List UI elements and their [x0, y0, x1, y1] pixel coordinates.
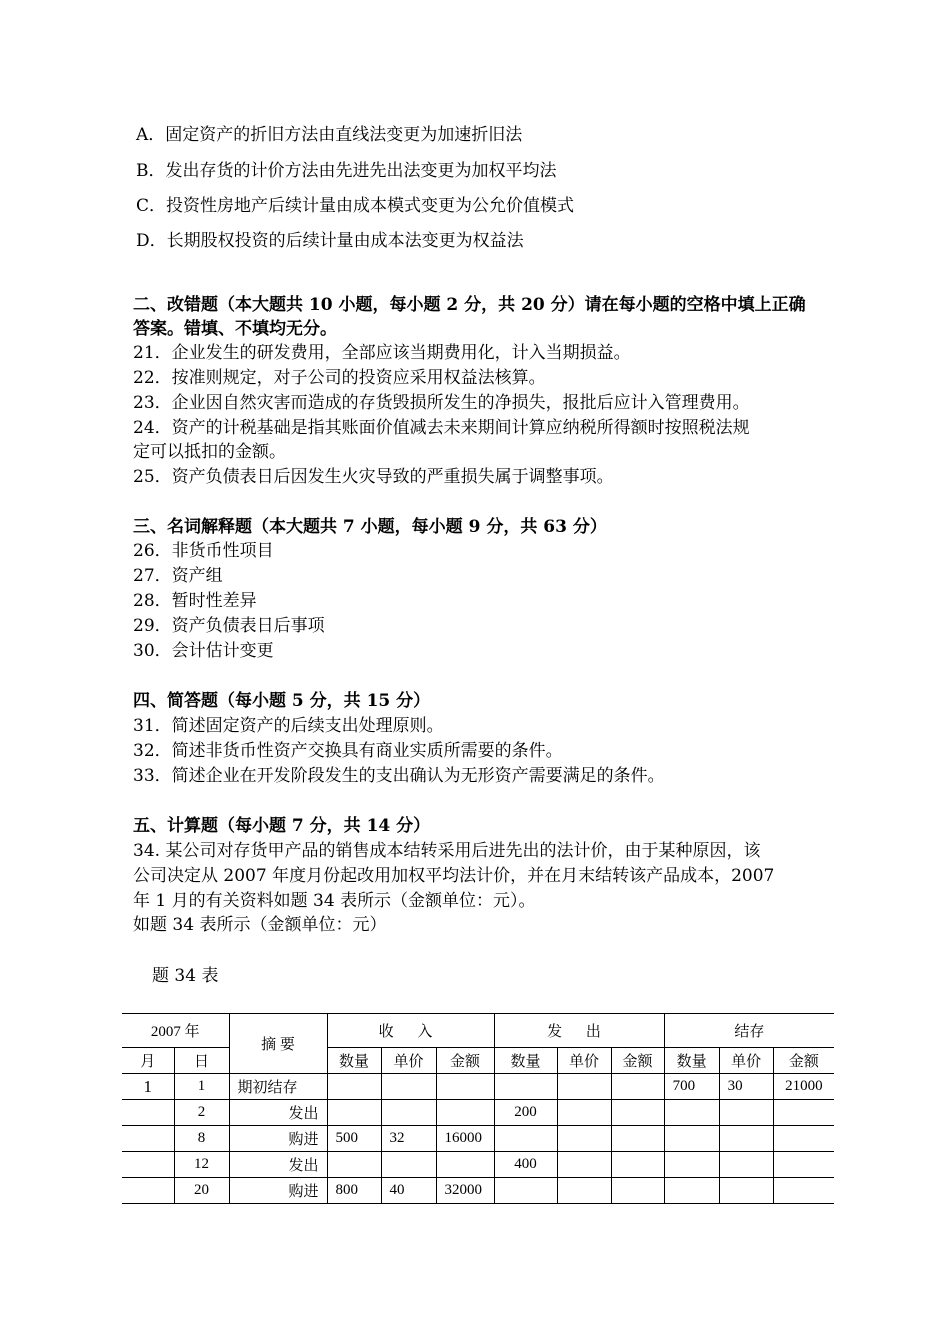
cell-in-amount	[436, 1074, 494, 1100]
cell-in-qty: 500	[327, 1126, 381, 1152]
balance-header: 结存	[664, 1014, 834, 1048]
question-32: 32．简述非货币性资产交换具有商业实质所需要的条件。	[133, 741, 563, 761]
cell-month	[122, 1126, 174, 1152]
cell-out-price	[557, 1100, 611, 1126]
table-header-row	[122, 1014, 834, 1048]
cell-out-qty	[494, 1074, 557, 1100]
question-34-line3: 年 1 月的有关资料如题 34 表所示（金额单位：元）。	[133, 891, 536, 911]
cell-summary: 购进	[229, 1178, 327, 1204]
cell-in-amount	[436, 1152, 494, 1178]
table-caption: 题 34 表	[152, 966, 219, 986]
cell-bal-amount	[773, 1152, 834, 1178]
cell-summary: 发出	[229, 1100, 327, 1126]
cell-out-amount	[611, 1074, 664, 1100]
question-24-line2: 定可以抵扣的金额。	[133, 442, 286, 462]
out-price-header: 单价	[557, 1048, 611, 1074]
cell-bal-amount	[773, 1126, 834, 1152]
cell-out-qty	[494, 1178, 557, 1204]
cell-summary: 期初结存	[229, 1074, 327, 1100]
term-28: 28．暂时性差异	[133, 591, 257, 611]
cell-day: 1	[174, 1074, 229, 1100]
cell-bal-qty	[664, 1178, 719, 1204]
cell-bal-price	[719, 1126, 773, 1152]
question-21: 21．企业发生的研发费用，全部应该当期费用化，计入当期损益。	[133, 343, 631, 363]
section2-heading-line1: 二、改错题（本大题共 10 小题，每小题 2 分，共 20 分）请在每小题的空格中填上正确	[133, 295, 806, 315]
cell-in-qty	[327, 1100, 381, 1126]
question-25: 25．资产负债表日后因发生火灾导致的严重损失属于调整事项。	[133, 467, 614, 487]
cell-out-amount	[611, 1100, 664, 1126]
cell-in-price: 40	[381, 1178, 436, 1204]
question-23: 23．企业因自然灾害而造成的存货毁损所发生的净损失，报批后应计入管理费用。	[133, 393, 750, 413]
cell-in-price: 32	[381, 1126, 436, 1152]
term-26: 26．非货币性项目	[133, 541, 274, 561]
out-qty-header: 数量	[494, 1048, 557, 1074]
cell-out-qty: 400	[494, 1152, 557, 1178]
cell-in-amount	[436, 1100, 494, 1126]
section3-heading: 三、名词解释题（本大题共 7 小题，每小题 9 分，共 63 分）	[133, 517, 607, 537]
cell-out-amount	[611, 1126, 664, 1152]
cell-summary: 购进	[229, 1126, 327, 1152]
section2-heading-line2: 答案。错填、不填均无分。	[133, 319, 337, 339]
cell-out-qty: 200	[494, 1100, 557, 1126]
issue-header: 发 出	[494, 1014, 664, 1048]
term-30: 30．会计估计变更	[133, 641, 274, 661]
option-a: A．固定资产的折旧方法由直线法变更为加速折旧法	[136, 125, 523, 145]
cell-day: 8	[174, 1126, 229, 1152]
cell-in-qty: 800	[327, 1178, 381, 1204]
out-amount-header: 金额	[611, 1048, 664, 1074]
cell-in-price	[381, 1100, 436, 1126]
cell-bal-amount	[773, 1100, 834, 1126]
term-29: 29．资产负债表日后事项	[133, 616, 325, 636]
cell-month: 1	[122, 1074, 174, 1100]
cell-in-qty	[327, 1152, 381, 1178]
summary-header: 摘 要	[229, 1014, 327, 1074]
cell-in-amount: 32000	[436, 1178, 494, 1204]
table-row	[122, 1178, 834, 1204]
cell-summary: 发出	[229, 1152, 327, 1178]
option-d: D．长期股权投资的后续计量由成本法变更为权益法	[136, 231, 524, 251]
cell-bal-amount	[773, 1178, 834, 1204]
table-row	[122, 1074, 834, 1100]
in-qty-header: 数量	[327, 1048, 381, 1074]
question-24-line1: 24．资产的计税基础是指其账面价值减去未来期间计算应纳税所得额时按照税法规	[133, 418, 750, 438]
cell-day: 2	[174, 1100, 229, 1126]
income-header: 收 入	[327, 1014, 494, 1048]
bal-amount-header: 金额	[773, 1048, 834, 1074]
in-price-header: 单价	[381, 1048, 436, 1074]
table-row	[122, 1126, 834, 1152]
question-22: 22．按准则规定，对子公司的投资应采用权益法核算。	[133, 368, 546, 388]
cell-in-amount: 16000	[436, 1126, 494, 1152]
cell-out-price	[557, 1152, 611, 1178]
table-subheader-row	[122, 1048, 834, 1074]
cell-month	[122, 1152, 174, 1178]
section5-heading: 五、计算题（每小题 7 分，共 14 分）	[133, 816, 431, 836]
cell-bal-price	[719, 1100, 773, 1126]
bal-price-header: 单价	[719, 1048, 773, 1074]
section4-heading: 四、简答题（每小题 5 分，共 15 分）	[133, 691, 431, 711]
question-34-line4: 如题 34 表所示（金额单位：元）	[133, 915, 387, 935]
cell-out-price	[557, 1178, 611, 1204]
option-b: B．发出存货的计价方法由先进先出法变更为加权平均法	[136, 161, 557, 181]
table-row	[122, 1152, 834, 1178]
cell-bal-price	[719, 1152, 773, 1178]
term-27: 27．资产组	[133, 566, 223, 586]
bal-qty-header: 数量	[664, 1048, 719, 1074]
cell-in-qty	[327, 1074, 381, 1100]
cell-day: 12	[174, 1152, 229, 1178]
question-34-line2: 公司决定从 2007 年度月份起改用加权平均法计价，并在月末结转该产品成本，2007	[133, 866, 775, 886]
cell-out-price	[557, 1074, 611, 1100]
cell-bal-price	[719, 1178, 773, 1204]
cell-in-price	[381, 1074, 436, 1100]
question-31: 31．简述固定资产的后续支出处理原则。	[133, 716, 444, 736]
cell-bal-qty	[664, 1152, 719, 1178]
table-row	[122, 1100, 834, 1126]
cell-month	[122, 1178, 174, 1204]
cell-out-qty	[494, 1126, 557, 1152]
cell-bal-price: 30	[719, 1074, 773, 1100]
cell-out-amount	[611, 1152, 664, 1178]
year-header: 2007 年	[122, 1014, 229, 1048]
question-33: 33．简述企业在开发阶段发生的支出确认为无形资产需要满足的条件。	[133, 766, 665, 786]
cell-out-amount	[611, 1178, 664, 1204]
cell-out-price	[557, 1126, 611, 1152]
cell-bal-qty	[664, 1100, 719, 1126]
option-c: C．投资性房地产后续计量由成本模式变更为公允价值模式	[136, 196, 575, 216]
cell-in-price	[381, 1152, 436, 1178]
cell-day: 20	[174, 1178, 229, 1204]
question-34-line1: 34. 某公司对存货甲产品的销售成本结转采用后进先出的法计价，由于某种原因，该	[133, 841, 761, 861]
month-header: 月	[122, 1048, 174, 1074]
cell-bal-qty: 700	[664, 1074, 719, 1100]
cell-month	[122, 1100, 174, 1126]
day-header: 日	[174, 1048, 229, 1074]
cell-bal-amount: 21000	[773, 1074, 834, 1100]
cell-bal-qty	[664, 1126, 719, 1152]
in-amount-header: 金额	[436, 1048, 494, 1074]
inventory-ledger-table	[122, 1013, 834, 1204]
